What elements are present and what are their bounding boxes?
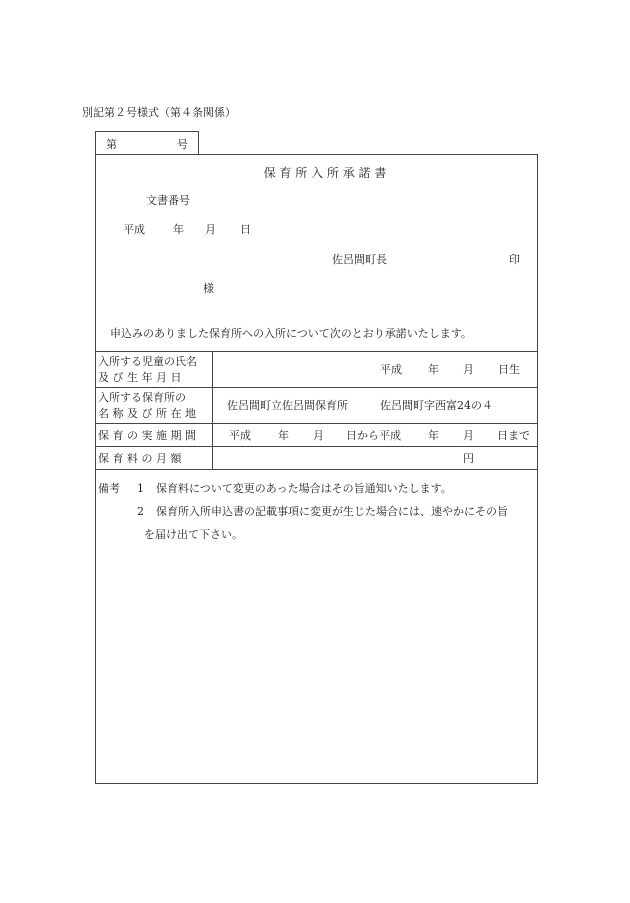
- date-year: 年: [173, 223, 184, 236]
- number-label-go: 号: [177, 138, 188, 151]
- row-period-label: 保 育 の 実 施 期 間: [98, 429, 196, 442]
- form-number: 別記第２号様式（第４条関係）: [82, 106, 236, 119]
- issuer-name: 佐呂間町長: [332, 253, 387, 266]
- remark-2-text-continued: を届け出て下さい。: [144, 528, 243, 541]
- birth-year: 年: [428, 363, 439, 376]
- date-era: 平成: [123, 223, 145, 236]
- document-number-label: 文書番号: [146, 194, 190, 207]
- fee-currency: 円: [463, 452, 474, 465]
- period-to-day: 日まで: [497, 429, 530, 442]
- table-top-rule: [95, 351, 538, 352]
- period-from-month: 月: [313, 429, 324, 442]
- birth-era: 平成: [380, 363, 402, 376]
- facility-name: 佐呂間町立佐呂間保育所: [227, 399, 348, 412]
- row-facility-label-line1: 入所する保育所の: [98, 391, 186, 404]
- birth-month: 月: [463, 363, 474, 376]
- remark-1-text: 保育料について変更のあった場合はその旨通知いたします。: [156, 482, 452, 495]
- remarks-label: 備考: [98, 482, 120, 495]
- document-title: 保 育 所 入 所 承 諾 書: [263, 166, 387, 180]
- recipient-honorific: 様: [203, 282, 214, 295]
- period-from-year: 年: [278, 429, 289, 442]
- date-month: 月: [205, 223, 216, 236]
- table-column-divider: [212, 351, 213, 469]
- remark-2-number: 2: [137, 505, 144, 518]
- number-label-dai: 第: [106, 138, 117, 151]
- period-from-era: 平成: [229, 429, 251, 442]
- remark-2-text: 保育所入所申込書の記載事項に変更が生じた場合には、速やかにその旨: [156, 505, 508, 518]
- table-rule-3: [95, 446, 538, 447]
- row-fee-label: 保 育 料 の 月 額: [98, 452, 182, 465]
- table-rule-1: [95, 387, 538, 388]
- approval-statement: 申込みのありました保育所への入所について次のとおり承諾いたします。: [110, 327, 472, 340]
- row-child-label-line1: 入所する児童の氏名: [98, 355, 197, 368]
- period-to-month: 月: [463, 429, 474, 442]
- table-bottom-rule: [95, 469, 538, 470]
- period-from-day: 日から平成: [346, 429, 401, 442]
- date-day: 日: [240, 223, 251, 236]
- row-facility-label-line2: 名 称 及 び 所 在 地: [98, 407, 196, 420]
- remark-1-number: 1: [137, 482, 144, 495]
- period-to-year: 年: [428, 429, 439, 442]
- row-child-label-line2: 及 び 生 年 月 日: [98, 371, 182, 384]
- birth-day: 日生: [498, 363, 520, 376]
- table-rule-2: [95, 423, 538, 424]
- facility-address: 佐呂間町字西富24の４: [380, 399, 493, 412]
- seal-mark: 印: [509, 253, 520, 266]
